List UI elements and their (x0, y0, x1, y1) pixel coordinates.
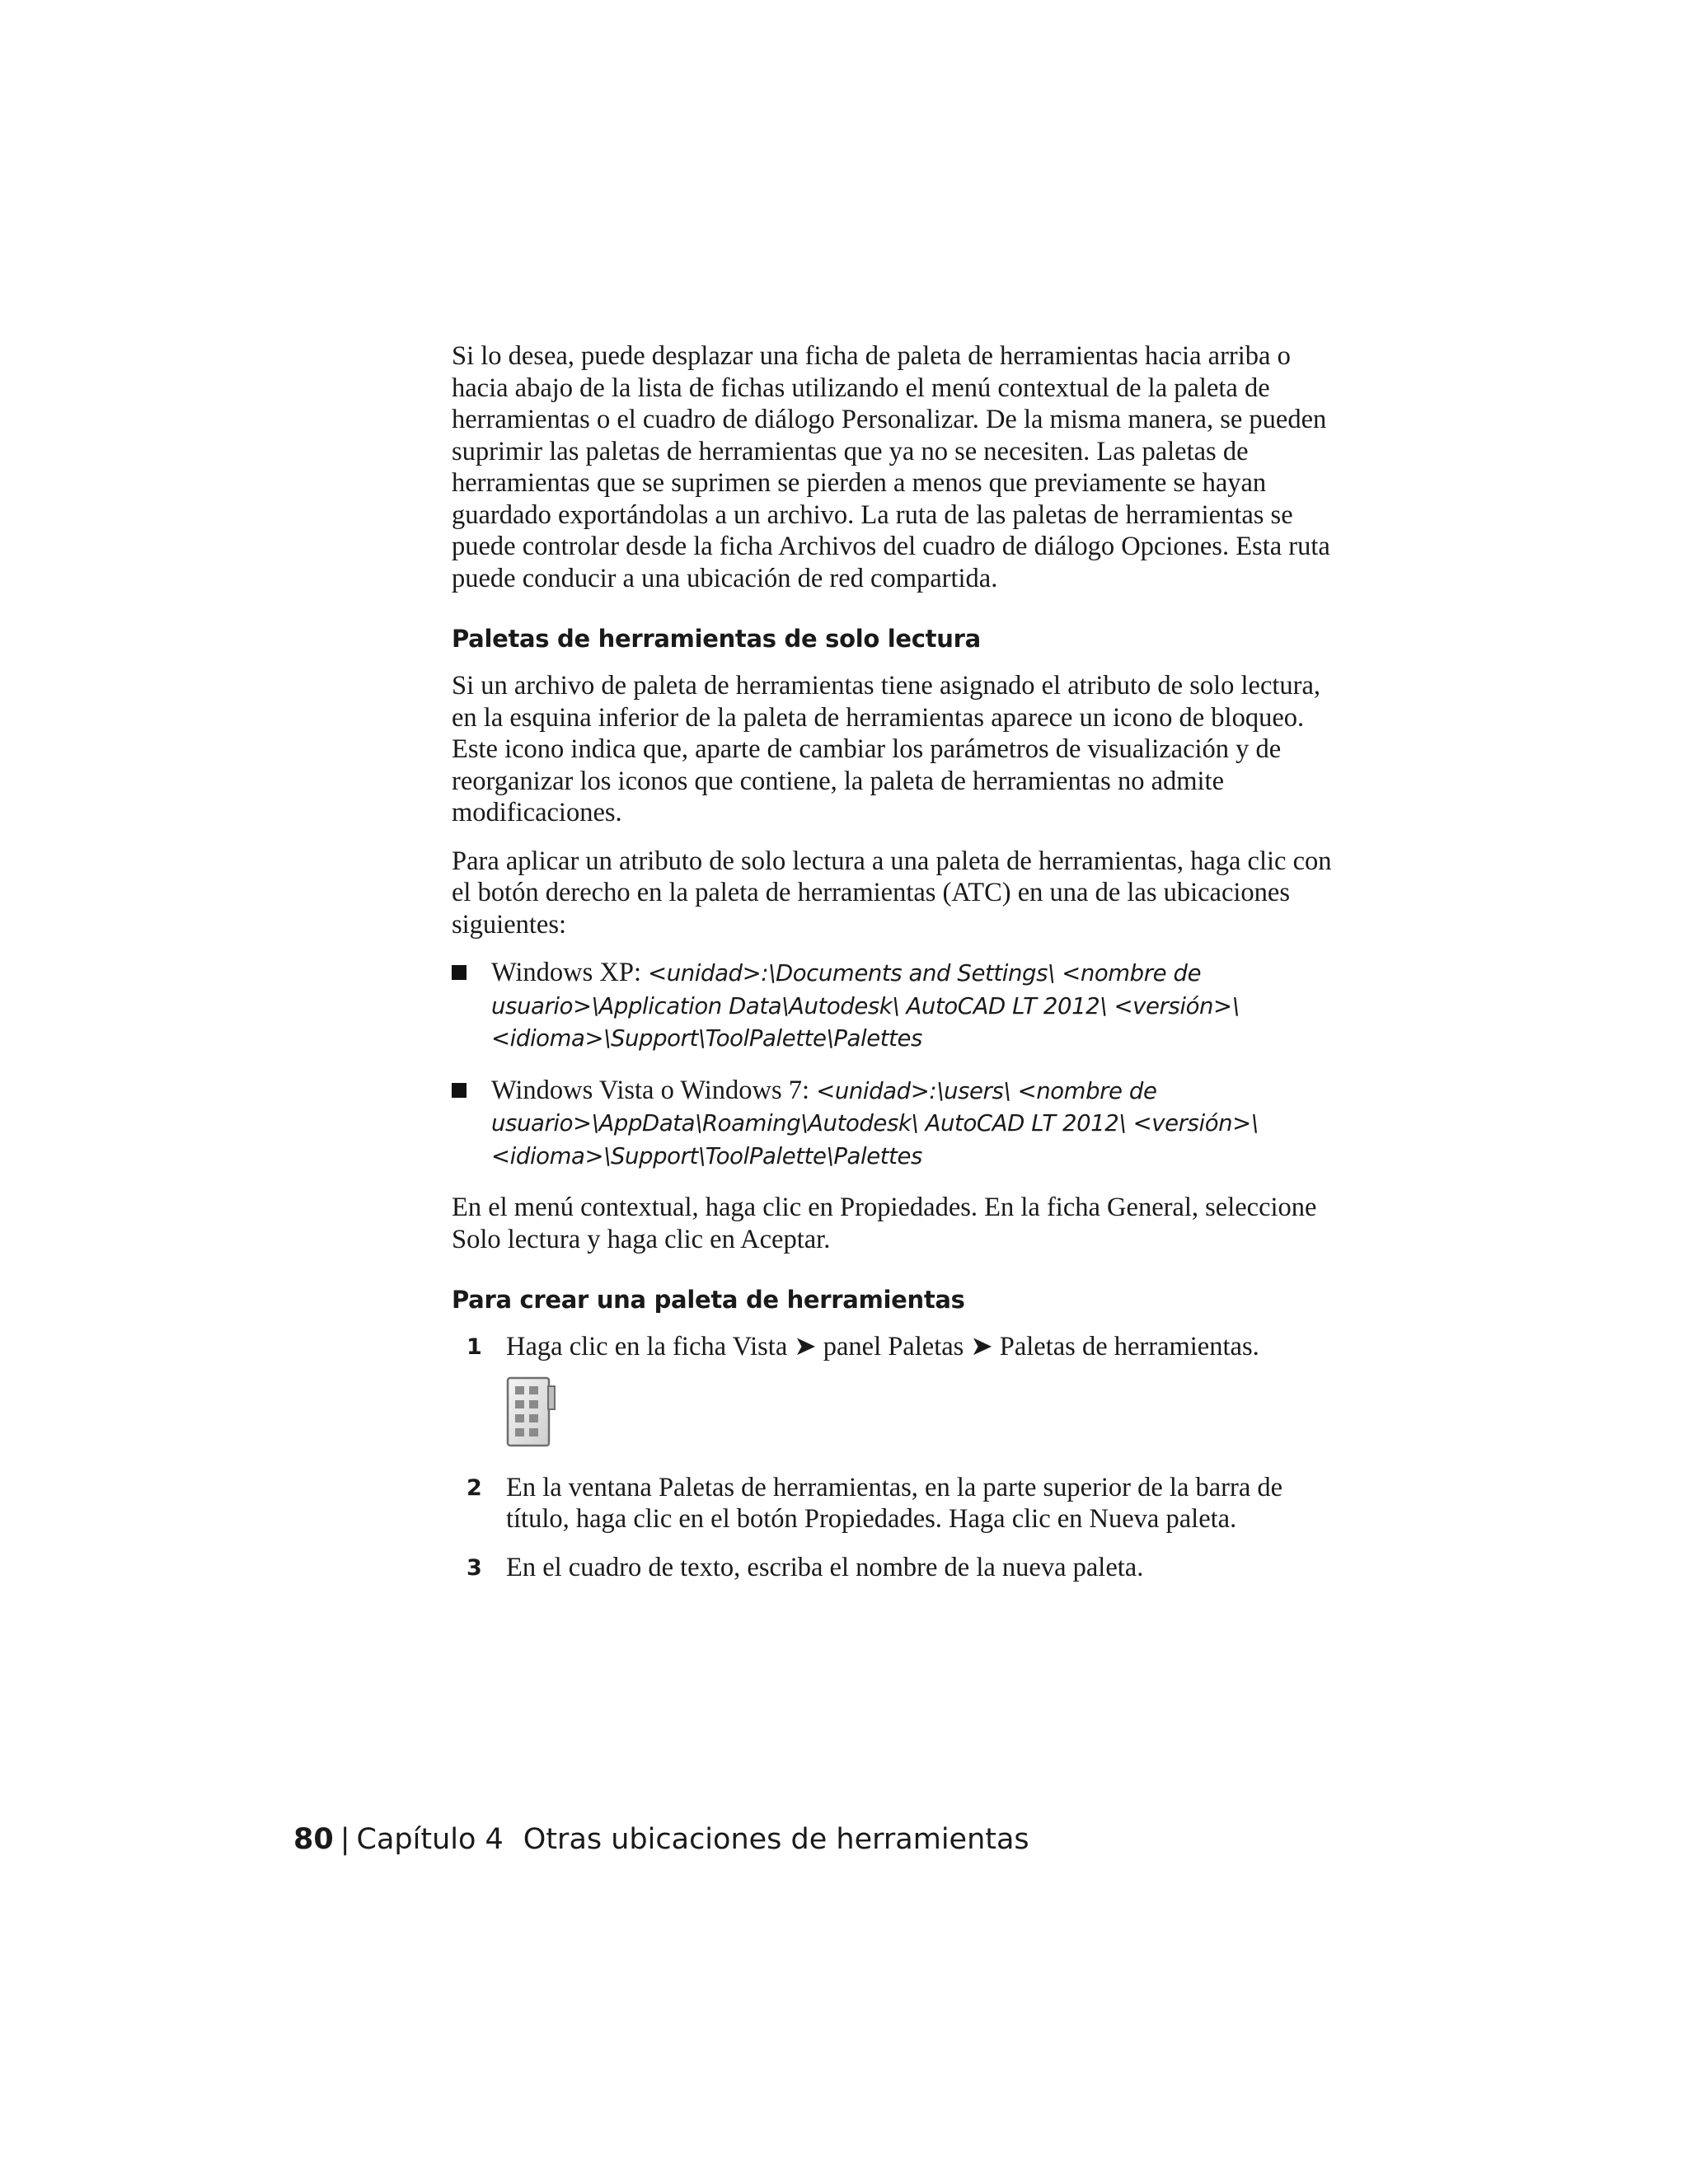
list-item-prefix: Windows XP: (491, 958, 649, 987)
square-bullet-icon (452, 1083, 467, 1098)
step-text: En el cuadro de texto, escriba el nombre de la nueva paleta. (506, 1552, 1144, 1582)
step-number: 1 (467, 1334, 482, 1360)
step-text: En la ventana Paletas de herramientas, en la parte superior de la barra de título, haga clic en el botón Propiedades. Haga clic en Nueva paleta. (506, 1472, 1283, 1534)
list-item (452, 957, 1342, 1055)
step-item (452, 1552, 1342, 1584)
readonly-paragraph-3: En el menú contextual, haga clic en Propiedades. En la ficha General, seleccione Solo lectura y haga clic en Aceptar. (452, 1193, 1317, 1254)
readonly-paragraph-1: Si un archivo de paleta de herramientas tiene asignado el atributo de solo lectura, en la esquina inferior de la paleta de herramientas aparece un icono de bloqueo. Este icono indica que, aparte de cambiar los parámetros de visualización y de reorganizar los iconos que contiene, la paleta de herramientas no admite modificaciones. (452, 671, 1321, 827)
readonly-paragraph-2: Para aplicar un atributo de solo lectura a una paleta de herramientas, haga clic con el botón derecho en la paleta de herramientas (ATC) en una de las ubicaciones siguientes: (452, 846, 1332, 940)
step-number: 3 (467, 1554, 482, 1581)
chapter-label: Capítulo 4 (356, 1823, 504, 1856)
page-footer (293, 1821, 1029, 1858)
step-item (452, 1331, 1342, 1449)
intro-paragraph: Si lo desea, puede desplazar una ficha de paleta de herramientas hacia arriba o hacia abajo de la lista de fichas utilizando el menú contextual de la paleta de herramientas o el cuadro de diálogo Personalizar. De la misma manera, se pueden suprimir las paletas de herramientas que ya no se necesiten. Las paletas de herramientas que se suprimen se pierden a menos que previamente se hayan guardado exportándolas a un archivo. La ruta de las paletas de herramientas se puede controlar desde la ficha Archivos del cuadro de diálogo Opciones. Esta ruta puede conducir a una ubicación de red compartida. (452, 341, 1330, 593)
square-bullet-icon (452, 965, 467, 980)
folder-path: <unidad>:\Documents and Settings\ <nombre de usuario>\Application Data\Autodesk\ AutoCAD LT 2012\ <versión>\ <idioma>\Support\ToolPalette\Palettes (491, 960, 1240, 1052)
steps-list (452, 1331, 1342, 1583)
chapter-title: Otras ubicaciones de herramientas (523, 1823, 1029, 1856)
step-item (452, 1472, 1342, 1535)
step-number: 2 (467, 1474, 482, 1501)
locations-list (452, 957, 1342, 1172)
folder-path: <unidad>:\users\ <nombre de usuario>\AppData\Roaming\Autodesk\ AutoCAD LT 2012\ <versión>\ <idioma>\Support\ToolPalette\Palettes (491, 1077, 1259, 1169)
step-text: Haga clic en la ficha Vista ➤ panel Paletas ➤ Paletas de herramientas. (506, 1332, 1259, 1361)
list-item-prefix: Windows Vista o Windows 7: (491, 1075, 817, 1105)
page-number: 80 (293, 1823, 334, 1856)
page-content (452, 340, 1342, 1583)
footer-separator: | (340, 1823, 350, 1856)
section-heading-readonly: Paletas de herramientas de solo lectura (452, 625, 981, 653)
list-item (452, 1075, 1342, 1173)
tool-palettes-icon (506, 1375, 557, 1449)
section-heading-create: Para crear una paleta de herramientas (452, 1286, 965, 1314)
